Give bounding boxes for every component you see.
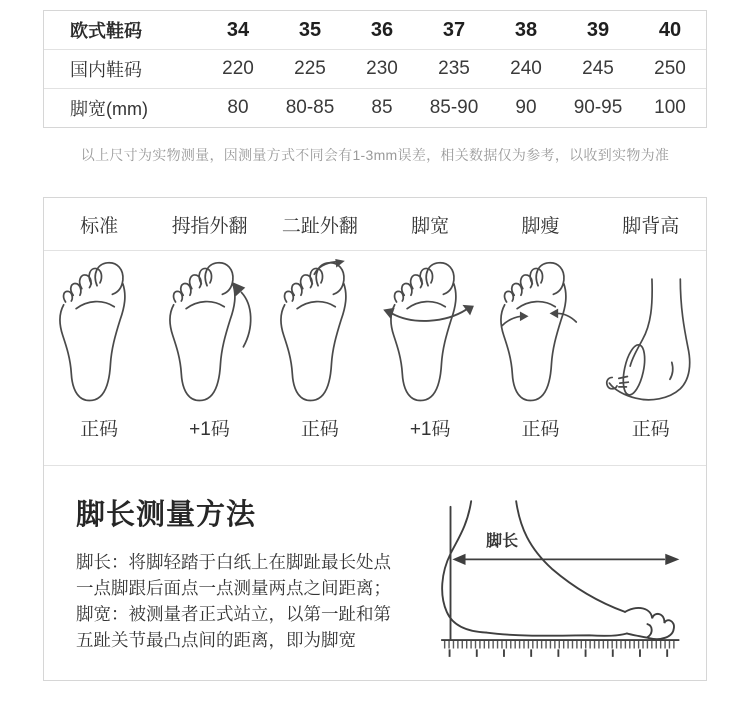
row-label: 脚宽(mm) (70, 99, 148, 119)
foot-length-note: 脚长：将脚轻踏于白纸上在脚趾最长处点一点脚跟后面点一点测量两点之间距离； (76, 552, 391, 598)
measurement-text (76, 488, 428, 680)
size-advice: 正码 (521, 419, 560, 440)
foot-type-label: 脚背高 (622, 215, 680, 237)
foot-type-label: 二趾外翻 (281, 215, 358, 237)
foot-type-label: 标准 (80, 215, 119, 237)
table-cell: 35 (298, 18, 322, 41)
foot-type-column (596, 259, 706, 465)
table-row-foot-width (44, 88, 706, 127)
table-cell: 235 (438, 58, 470, 79)
arrow-head-left (452, 554, 465, 565)
size-advice: 正码 (80, 419, 119, 440)
size-advice: +1码 (409, 419, 451, 440)
measurement-disclaimer: 以上尺寸为实物测量，因测量方式不同会有1-3mm误差，相关数据仅为参考，以收到实物为准 (80, 147, 670, 163)
foot-type-panel (43, 197, 707, 681)
foot-type-column (44, 259, 154, 465)
foot-type-column (485, 259, 595, 465)
table-cell: 250 (654, 58, 686, 79)
foot-high-instep-icon (599, 259, 703, 407)
foot-width-note: 脚宽：被测量者正式站立，以第一趾和第五趾关节最凸点间的距离，即为脚宽 (76, 604, 391, 650)
foot-type-column (265, 259, 375, 465)
table-cell: 80 (227, 97, 249, 118)
table-cell: 37 (442, 18, 466, 41)
table-cell: 90-95 (573, 97, 623, 118)
foot-type-label: 拇指外翻 (171, 215, 248, 237)
table-cell: 100 (654, 97, 686, 118)
size-advice: 正码 (631, 419, 670, 440)
table-cell: 39 (586, 18, 610, 41)
table-cell: 220 (222, 58, 254, 79)
row-label: 欧式鞋码 (70, 21, 142, 41)
measurement-title: 脚长测量方法 (76, 499, 257, 531)
arrow-head-right (665, 554, 679, 565)
foot-type-body-row (44, 251, 706, 465)
table-cell: 240 (510, 58, 542, 79)
size-table (43, 10, 707, 128)
table-cell: 230 (366, 58, 398, 79)
table-cell: 245 (582, 58, 614, 79)
foot-type-column (375, 259, 485, 465)
size-advice: +1码 (189, 419, 230, 440)
table-cell: 40 (658, 18, 682, 41)
table-row-eu-size (44, 11, 706, 49)
table-cell: 85-90 (429, 97, 479, 118)
foot-standard-icon (49, 259, 149, 407)
table-cell: 38 (514, 18, 538, 41)
table-row-cn-size (44, 49, 706, 88)
table-cell: 34 (226, 18, 250, 41)
diagram-label: 脚长 (486, 533, 519, 551)
foot-type-column (154, 259, 264, 465)
row-label: 国内鞋码 (70, 60, 142, 80)
foot-length-diagram (428, 498, 700, 662)
foot-type-header-row (44, 198, 706, 251)
size-advice: 正码 (300, 419, 339, 440)
foot-wide-icon (380, 259, 480, 407)
outward-arrow-icon (232, 282, 251, 347)
table-cell: 80-85 (285, 97, 335, 118)
table-cell: 90 (515, 97, 537, 118)
foot-narrow-icon (490, 259, 590, 407)
foot-bunion-icon (159, 259, 259, 407)
inward-arrows-icon (502, 309, 576, 326)
foot-second-toe-icon (270, 259, 370, 407)
foot-type-label: 脚宽 (411, 215, 450, 237)
measurement-section (44, 465, 706, 680)
foot-type-label: 脚瘦 (521, 215, 560, 237)
width-arrow-icon (383, 305, 474, 321)
table-cell: 225 (294, 58, 326, 79)
table-cell: 36 (370, 18, 394, 41)
table-cell: 85 (371, 97, 393, 118)
